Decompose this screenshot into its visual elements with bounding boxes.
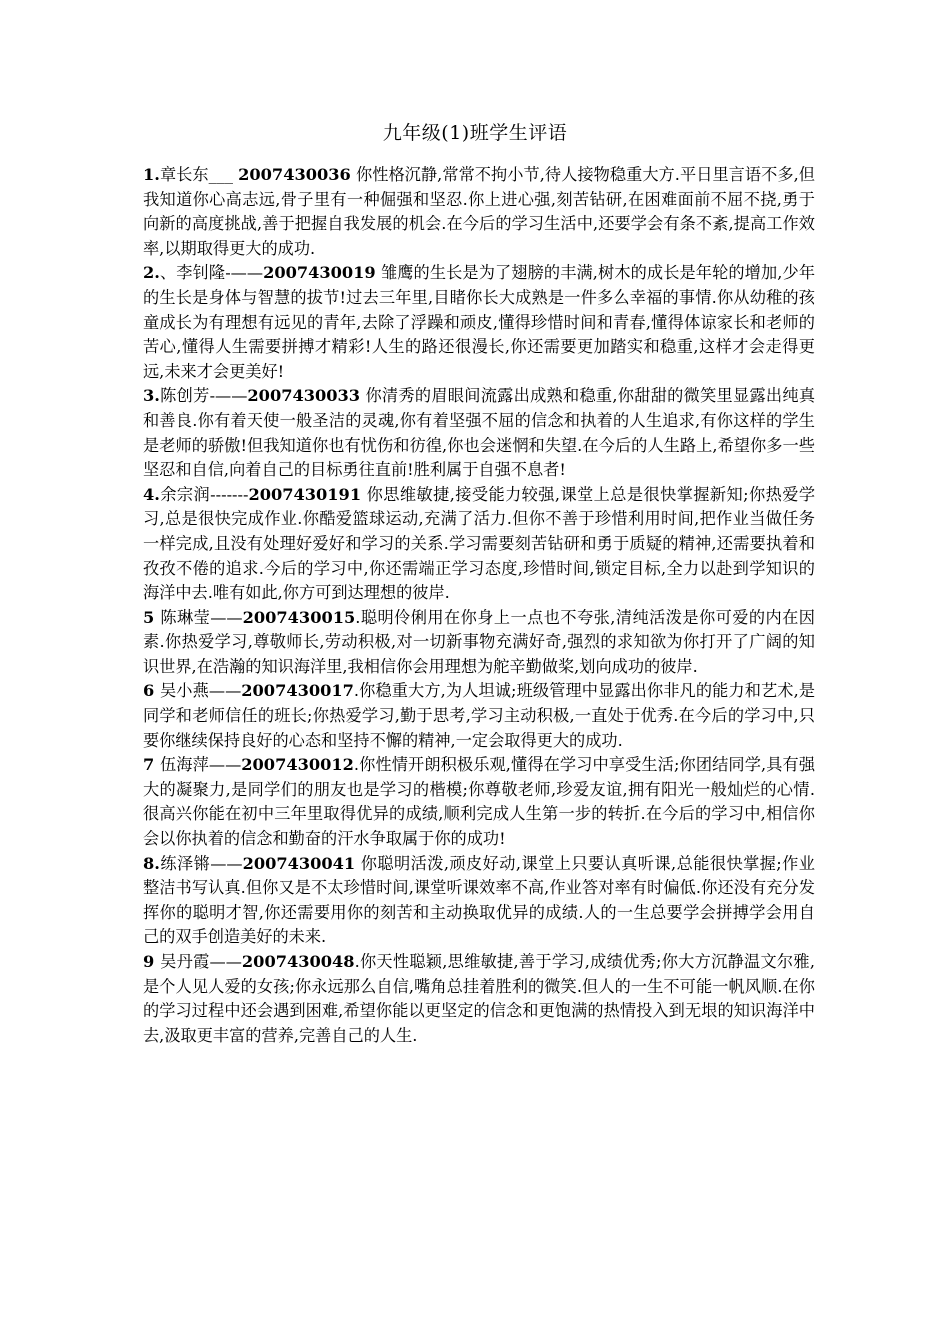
- student-name: 陈琳莹: [160, 607, 211, 627]
- entry-number: 5: [143, 607, 161, 627]
- student-id: 2007430017: [241, 681, 354, 701]
- entry-number: 3.: [143, 386, 160, 406]
- comment-text: 雏鹰的生长是为了翅膀的丰满,树木的成长是年轮的增加,少年的生长是身体与智慧的拔节!过去三年里,目睹你长大成熟是一件多么幸福的事情.你从幼稚的孩童成长为有理想有远见的青年,去除了浮躁和顽皮,懂得珍惜时间和青春,懂得体谅家长和老师的苦心,懂得人生需要拼搏才精彩!人生的路还很漫长,你还需要更加踏实和稳重,这样才会走得更远,未来才会更美好!: [143, 263, 816, 381]
- separator: -——: [225, 263, 264, 283]
- comment-entry-9: [143, 950, 815, 1048]
- comment-text: 你性格沉静,常常不拘小节,待人接物稳重大方.平日里言语不多,但我知道你心高志远,骨子里有一种倔强和坚忍.你上进心强,刻苦钻研,在困难面前不屈不挠,勇于向新的高度挑战,善于把握自我发展的机会.在今后的学习生活中,还要学会有条不紊,提高工作效率,以期取得更大的成功.: [143, 165, 815, 258]
- comment-entry-3: [143, 384, 815, 482]
- comment-text: .聪明伶俐用在你身上一点也不夸张,清纯活泼是你可爱的内在因素.你热爱学习,尊敬师长,劳动积极,对一切新事物充满好奇,强烈的求知欲为你打开了广阔的知识世界,在浩瀚的知识海洋里,我相信你会用理想为舵辛勤做桨,划向成功的彼岸.: [143, 607, 815, 676]
- entry-number: 2.: [143, 263, 160, 283]
- comment-text: 你思维敏捷,接受能力较强,课堂上总是很快掌握新知;你热爱学习,总是很快完成作业.你酷爱篮球运动,充满了活力.但你不善于珍惜利用时间,把作业当做任务一样完成,且没有处理好爱好和学习的关系.学习需要刻苦钻研和勇于质疑的精神,还需要执着和孜孜不倦的追求.今后的学习中,你还需端正学习态度,珍惜时间,锁定目标,全力以赴到学知识的海洋中去.唯有如此,你方可到达理想的彼岸.: [143, 484, 816, 603]
- separator: -------: [210, 484, 249, 504]
- student-name: 陈创芳: [159, 386, 210, 406]
- student-id: 2007430036: [238, 165, 351, 184]
- comment-entry-6: [143, 679, 815, 753]
- comment-entry-8: [143, 852, 815, 950]
- student-name: 练泽锵: [159, 853, 211, 873]
- entry-number: 4.: [143, 484, 160, 504]
- student-id: 2007430015: [242, 607, 356, 627]
- separator: ——: [209, 952, 242, 971]
- comment-text: 你聪明活泼,顽皮好动,课堂上只要认真听课,总能很快掌握;作业整洁书写认真.但你又是不太珍惜时间,课堂听课效率不高,作业答对率有时偏低.你还没有充分发挥你的聪明才智,你还需要用你的刻苦和主动换取优异的成绩.人的一生总要学会拼搏学会用自己的双手创造美好的未来.: [143, 853, 815, 947]
- student-name: 章长东: [159, 165, 209, 184]
- separator: ——: [210, 607, 243, 627]
- student-id: 2007430191: [248, 484, 362, 504]
- separator: ___: [208, 165, 239, 184]
- separator: ——: [208, 681, 242, 701]
- comments-list: [143, 163, 815, 1048]
- separator: ——: [210, 853, 243, 873]
- student-id: 2007430048: [241, 952, 355, 971]
- comment-text: .你稳重大方,为人坦诚;班级管理中显露出你非凡的能力和艺术,是同学和老师信任的班长;你热爱学习,勤于思考,学习主动积极,一直处于优秀.在今后的学习中,只要你继续保持良好的心态和坚持不懈的精神,一定会取得更大的成功.: [143, 681, 816, 750]
- entry-number: 8.: [143, 853, 160, 873]
- entry-number: 1.: [143, 165, 160, 184]
- comment-entry-4: [143, 483, 815, 606]
- comment-text: .你天性聪颖,思维敏捷,善于学习,成绩优秀;你大方沉静温文尔雅,是个人见人爱的女孩;你永远那么自信,嘴角总挂着胜利的微笑.但人的一生不可能一帆风顺.在你的学习过程中还会遇到困难,希望你能以更坚定的信念和更饱满的热情投入到无垠的知识海洋中去,汲取更丰富的营养,完善自己的人生.: [143, 952, 815, 1045]
- student-name: 吴小燕: [160, 681, 209, 701]
- student-id: 2007430041: [242, 853, 356, 873]
- document-title: 九年级(1)班学生评语: [382, 122, 568, 144]
- student-id: 2007430033: [247, 386, 361, 406]
- separator: ——: [208, 755, 242, 775]
- entry-number: 6: [143, 681, 161, 701]
- comment-entry-5: [143, 606, 815, 680]
- comment-text: 你清秀的眉眼间流露出成熟和稳重,你甜甜的微笑里显露出纯真和善良.你有着天使一般圣洁的灵魂,你有着坚强不屈的信念和执着的人生追求,有你这样的学生是老师的骄傲!但我知道你也有忧伤和彷徨,你也会迷惘和失望.在今后的人生路上,希望你多一些坚忍和自信,向着自己的目标勇往直前!胜利属于自强不息者!: [143, 386, 816, 480]
- comment-entry-2: [143, 261, 815, 384]
- separator: -——: [209, 386, 248, 406]
- student-name: 伍海萍: [160, 755, 209, 775]
- comment-text: .你性情开朗积极乐观,懂得在学习中享受生活;你团结同学,具有强大的凝聚力,是同学们的朋友也是学习的楷模;你尊敬老师,珍爱友谊,拥有阳光一般灿烂的心情.很高兴你能在初中三年里取得优异的成绩,顺利完成人生第一步的转折.在今后的学习中,相信你会以你执着的信念和勤奋的汗水争取属于你的成功!: [143, 755, 816, 849]
- student-id: 2007430012: [241, 755, 354, 775]
- entry-number: 9: [143, 952, 161, 971]
- student-name: 余宗润: [159, 484, 211, 504]
- comment-entry-7: [143, 753, 815, 851]
- comment-entry-1: [143, 163, 815, 261]
- student-name: 、李钊隆: [159, 263, 226, 283]
- entry-number: 7: [143, 755, 161, 775]
- student-id: 2007430019: [263, 263, 376, 283]
- student-name: 吴丹霞: [160, 952, 210, 971]
